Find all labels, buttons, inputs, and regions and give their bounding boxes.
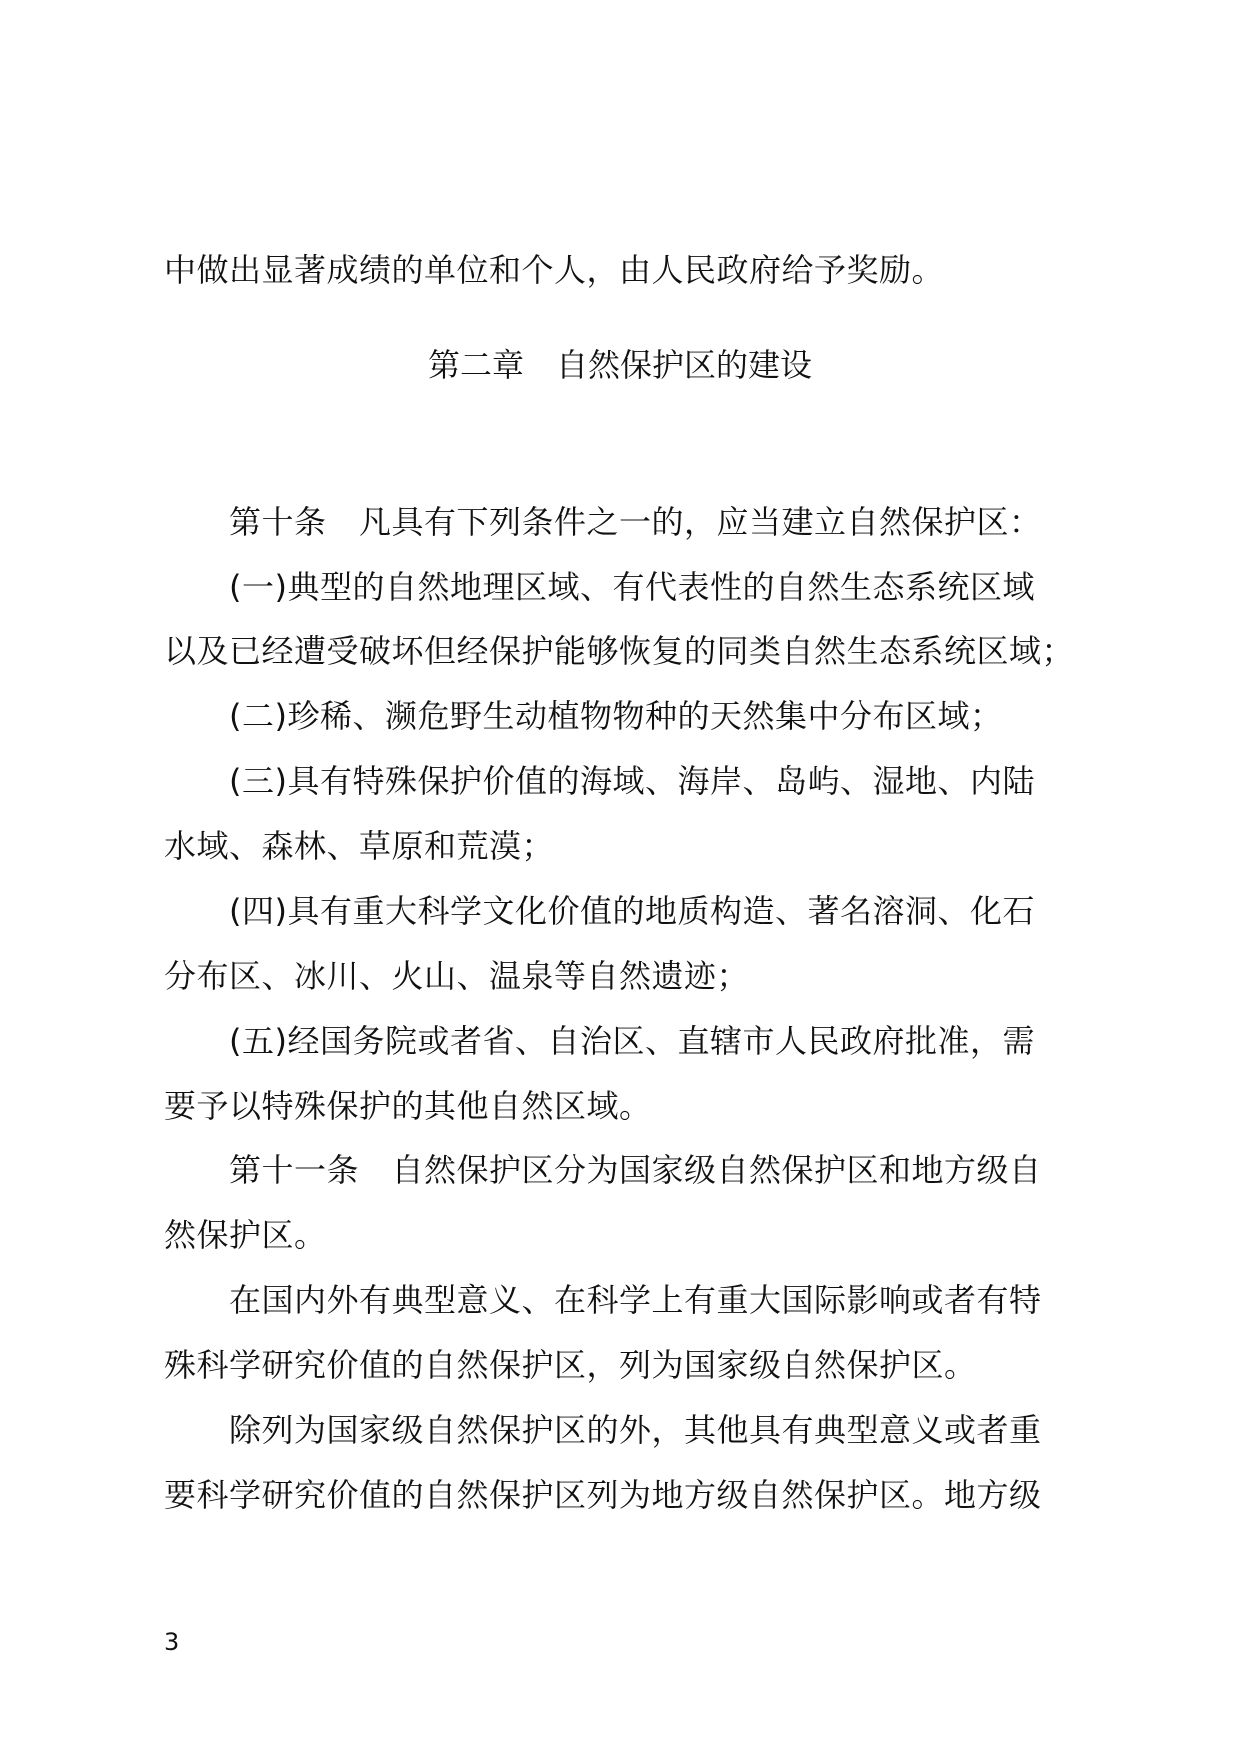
page-number: 3 [164, 1628, 180, 1656]
article-11-para-3-line-2: 要科学研究价值的自然保护区列为地方级自然保护区。地方级 [164, 1476, 1042, 1514]
article-11-line-2: 然保护区。 [164, 1216, 327, 1254]
article-10-item-2: (二)珍稀、濒危野生动植物物种的天然集中分布区域； [229, 697, 1003, 735]
article-10-item-4-line-1: (四)具有重大科学文化价值的地质构造、著名溶洞、化石 [229, 892, 1035, 930]
article-11-para-2-line-2: 殊科学研究价值的自然保护区，列为国家级自然保护区。 [164, 1346, 977, 1384]
article-11-line-1: 第十一条 自然保护区分为国家级自然保护区和地方级自 [229, 1151, 1042, 1189]
article-10-item-5-line-1: (五)经国务院或者省、自治区、直辖市人民政府批准，需 [229, 1022, 1035, 1060]
continuation-line: 中做出显著成绩的单位和个人，由人民政府给予奖励。 [164, 251, 945, 289]
article-10-item-1-line-1: (一)典型的自然地理区域、有代表性的自然生态系统区域 [229, 568, 1035, 606]
article-10-item-1-line-2: 以及已经遭受破坏但经保护能够恢复的同类自然生态系统区域； [164, 632, 1075, 670]
chapter-heading: 第二章 自然保护区的建设 [427, 346, 812, 384]
article-11-para-2-line-1: 在国内外有典型意义、在科学上有重大国际影响或者有特 [229, 1281, 1042, 1319]
article-10-item-3-line-1: (三)具有特殊保护价值的海域、海岸、岛屿、湿地、内陆 [229, 762, 1035, 800]
article-10-intro: 第十条 凡具有下列条件之一的，应当建立自然保护区： [229, 503, 1042, 541]
article-11-para-3-line-1: 除列为国家级自然保护区的外，其他具有典型意义或者重 [229, 1411, 1042, 1449]
article-10-item-5-line-2: 要予以特殊保护的其他自然区域。 [164, 1087, 652, 1125]
article-10-item-4-line-2: 分布区、冰川、火山、温泉等自然遗迹； [164, 957, 750, 995]
article-10-item-3-line-2: 水域、森林、草原和荒漠； [164, 827, 555, 865]
